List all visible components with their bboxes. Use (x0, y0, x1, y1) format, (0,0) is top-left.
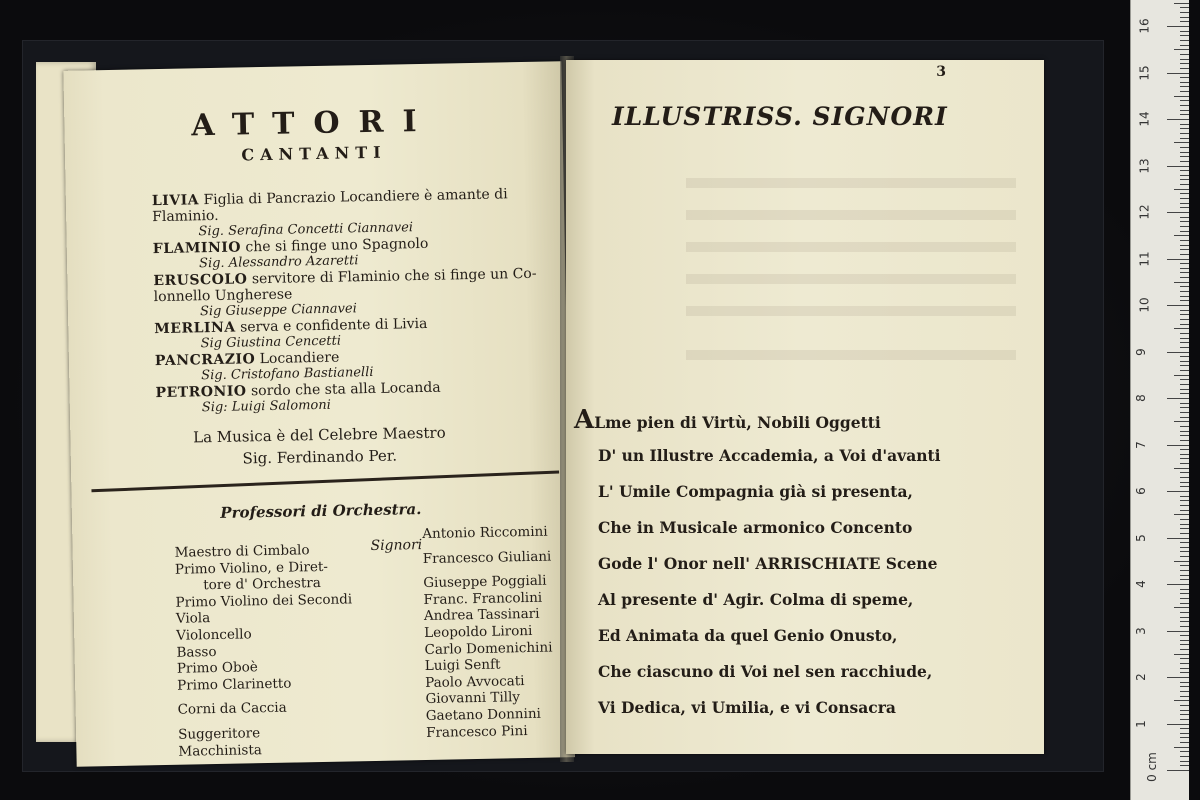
ruler-tick (1180, 644, 1189, 645)
ruler-tick (1180, 198, 1189, 199)
role-description: sordo che sta alla Locanda (246, 379, 441, 400)
ruler-tick (1180, 128, 1189, 129)
ruler-tick (1180, 277, 1189, 278)
player-name: Carlo Domenichini (424, 639, 553, 658)
signori-label: Signori (370, 537, 423, 555)
dedication-poem (574, 402, 1034, 726)
ruler-tick (1180, 686, 1189, 687)
ruler-tick (1180, 486, 1189, 487)
ruler-tick (1167, 491, 1189, 492)
ruler-tick (1180, 314, 1189, 315)
ruler-tick (1180, 742, 1189, 743)
ruler-tick (1180, 440, 1189, 441)
ruler-tick (1180, 542, 1189, 543)
poem-line: Che ciascuno di Voi nel sen racchiude, (598, 662, 933, 681)
player-name: Andrea Tassinari (423, 606, 540, 625)
instrument-item: Corni da Caccia (177, 700, 287, 719)
ruler-tick (1180, 626, 1189, 627)
cast-list (152, 185, 576, 417)
section-divider (91, 471, 559, 493)
ruler-tick (1174, 700, 1189, 701)
ruler-tick (1174, 561, 1189, 562)
ruler-tick (1180, 407, 1189, 408)
ruler-tick (1174, 607, 1189, 608)
singer-name: Sig Giustina Cencetti (200, 333, 342, 352)
role-description-continued: Flaminio. (152, 207, 219, 226)
role-description: che si finge uno Spagnolo (240, 235, 429, 256)
ruler-tick (1180, 714, 1189, 715)
ruler-tick (1180, 184, 1189, 185)
ruler-number: 3 (1133, 626, 1148, 635)
ruler-tick (1180, 91, 1189, 92)
ruler-tick (1180, 12, 1189, 13)
role-description: Figlia di Pancrazio Locandiere è amante di (198, 186, 508, 209)
measurement-ruler (1130, 0, 1189, 800)
ruler-tick (1180, 147, 1189, 148)
ruler-tick (1180, 435, 1189, 436)
ruler-tick (1167, 259, 1189, 260)
ruler-tick (1180, 431, 1189, 432)
ruler-tick (1180, 505, 1189, 506)
ruler-tick (1180, 361, 1189, 362)
player-name: Giuseppe Poggiali (423, 572, 547, 592)
instrument-item: Suggeritore (177, 725, 261, 743)
ruler-number: 15 (1137, 64, 1152, 81)
ruler-tick (1180, 124, 1189, 125)
ruler-tick (1180, 756, 1189, 757)
instrument-item: tore d' Orchestra (203, 575, 321, 594)
ruler-tick (1180, 342, 1189, 343)
singer-name: Sig. Alessandro Azaretti (198, 253, 359, 272)
ruler-tick (1180, 672, 1189, 673)
ruler-tick (1180, 240, 1189, 241)
ruler-number: 8 (1133, 394, 1148, 402)
ruler-tick (1180, 254, 1189, 255)
cast-entry (155, 377, 576, 417)
ruler-tick (1180, 412, 1189, 413)
ruler-tick (1180, 524, 1189, 525)
page-title: ATTORI (190, 103, 436, 144)
ruler-tick (1180, 170, 1189, 171)
ruler-tick (1167, 398, 1189, 399)
ruler-tick (1180, 356, 1189, 357)
ruler-tick (1174, 654, 1189, 655)
ruler-tick (1174, 3, 1189, 4)
ruler-tick (1180, 500, 1189, 501)
ruler-tick (1180, 133, 1189, 134)
show-through-text (686, 242, 1016, 252)
ruler-tick (1180, 733, 1189, 734)
ruler-tick (1167, 584, 1189, 585)
ruler-tick (1180, 54, 1189, 55)
ruler-tick (1180, 40, 1189, 41)
ruler-number: 6 (1133, 487, 1148, 495)
ruler-tick (1180, 640, 1189, 641)
ruler-tick (1180, 365, 1189, 366)
role-description-continued: lonnello Ungherese (153, 286, 293, 306)
ruler-tick (1180, 449, 1189, 450)
ruler-tick (1174, 282, 1189, 283)
ruler-tick (1180, 86, 1189, 87)
ruler-tick (1180, 221, 1189, 222)
ruler-tick (1180, 728, 1189, 729)
ruler-number: 12 (1137, 204, 1152, 220)
show-through-text (686, 178, 1016, 188)
ruler-tick (1180, 556, 1189, 557)
page-subtitle: CANTANTI (241, 142, 387, 165)
ruler-tick (1180, 226, 1189, 227)
ruler-tick (1180, 575, 1189, 576)
ruler-tick (1180, 207, 1189, 208)
poem-line: Ed Animata da quel Genio Onusto, (598, 626, 898, 645)
ruler-tick (1167, 212, 1189, 213)
ruler-tick (1180, 393, 1189, 394)
ruler-tick (1180, 263, 1189, 264)
page-number: 3 (936, 64, 946, 80)
ruler-tick (1180, 179, 1189, 180)
ruler-tick (1180, 705, 1189, 706)
ruler-tick (1174, 328, 1189, 329)
ruler-tick (1180, 458, 1189, 459)
player-name: Paolo Avvocati (425, 672, 525, 691)
poem-line (574, 402, 1034, 438)
ruler-tick (1180, 175, 1189, 176)
instrument-list (174, 541, 388, 760)
ruler-tick (1180, 403, 1189, 404)
ruler-number: 16 (1137, 18, 1152, 34)
ruler-tick (1167, 352, 1189, 353)
ruler-tick (1180, 152, 1189, 153)
orchestra-heading: Professori di Orchestra. (220, 500, 422, 522)
ruler-tick (1180, 533, 1189, 534)
ruler-tick (1167, 631, 1189, 632)
role-name: FLAMINIO (152, 239, 242, 258)
ruler-number: 7 (1133, 440, 1148, 449)
ruler-tick (1180, 579, 1189, 580)
ruler-tick (1180, 379, 1189, 380)
ruler-tick (1180, 231, 1189, 232)
role-name: MERLINA (154, 319, 236, 338)
left-page (63, 61, 574, 766)
right-page (566, 60, 1044, 754)
ruler-tick (1180, 696, 1189, 697)
ruler-tick (1180, 291, 1189, 292)
singer-name: Sig. Serafina Concetti Ciannavei (198, 220, 414, 240)
cast-entry (152, 185, 573, 241)
ruler-tick (1180, 31, 1189, 32)
ruler-tick (1174, 468, 1189, 469)
ruler-tick (1180, 310, 1189, 311)
ruler-tick (1180, 691, 1189, 692)
ruler-number: 5 (1133, 533, 1148, 542)
ruler-tick (1180, 663, 1189, 664)
player-name: Giovanni Tilly (425, 689, 521, 708)
player-name: Luigi Senft (424, 656, 501, 675)
ruler-tick (1180, 589, 1189, 590)
ruler-tick (1167, 26, 1189, 27)
ruler-tick (1180, 603, 1189, 604)
instrument-item: Primo Clarinetto (177, 675, 292, 694)
drop-cap: A (574, 405, 595, 435)
poem-line: L' Umile Compagnia già si presenta, (598, 482, 913, 501)
ruler-tick (1180, 249, 1189, 250)
ruler-tick (1180, 547, 1189, 548)
ruler-tick (1180, 296, 1189, 297)
player-name: Antonio Riccomini (422, 523, 548, 543)
ruler-tick (1180, 59, 1189, 60)
ruler-tick (1167, 677, 1189, 678)
ruler-tick (1167, 538, 1189, 539)
ruler-tick (1180, 635, 1189, 636)
ruler-tick (1180, 82, 1189, 83)
ruler-tick (1180, 105, 1189, 106)
singer-name: Sig: Luigi Salomoni (201, 397, 331, 416)
ruler-tick (1180, 68, 1189, 69)
instrument-item: Basso (176, 643, 217, 661)
ruler-tick (1174, 375, 1189, 376)
player-name: Francesco Giuliani (422, 548, 552, 567)
instrument-item: Viola (175, 610, 211, 628)
instrument-item: Maestro di Cimbalo (174, 542, 310, 561)
show-through-text (686, 350, 1016, 360)
ruler-tick (1180, 426, 1189, 427)
ruler-tick (1180, 114, 1189, 115)
ruler-tick (1180, 649, 1189, 650)
show-through-text (686, 210, 1016, 220)
ruler-tick (1180, 593, 1189, 594)
ruler-tick (1174, 49, 1189, 50)
role-name: PETRONIO (155, 383, 247, 402)
player-name: Gaetano Donnini (425, 705, 542, 724)
ruler-tick (1180, 510, 1189, 511)
ruler-tick (1180, 710, 1189, 711)
instrument-item: Macchinista (178, 741, 263, 760)
ruler-tick (1180, 598, 1189, 599)
ruler-tick (1180, 737, 1189, 738)
poem-line: D' un Illustre Accademia, a Voi d'avanti (598, 446, 941, 465)
ruler-tick (1180, 203, 1189, 204)
ruler-tick (1180, 268, 1189, 269)
ruler-tick (1180, 45, 1189, 46)
instrument-item: Primo Oboè (176, 659, 258, 677)
ruler-tick (1180, 21, 1189, 22)
ruler-tick (1180, 519, 1189, 520)
show-through-text (686, 306, 1016, 316)
ruler-tick (1180, 528, 1189, 529)
composer-name: Sig. Ferdinando Per. (242, 446, 398, 468)
ruler-tick (1167, 724, 1189, 725)
ruler-tick (1180, 551, 1189, 552)
ruler-tick (1167, 119, 1189, 120)
ruler-tick (1180, 761, 1189, 762)
composer-credit-line: La Musica è del Celebre Maestro (192, 423, 446, 447)
ruler-tick (1174, 189, 1189, 190)
ruler-tick (1180, 765, 1189, 766)
ruler-tick (1174, 96, 1189, 97)
ruler-tick (1180, 138, 1189, 139)
instrument-item: Primo Violino dei Secondi (175, 591, 353, 611)
role-name: PANCRAZIO (154, 351, 256, 370)
ruler-tick (1180, 477, 1189, 478)
ruler-tick (1180, 300, 1189, 301)
ruler-tick (1167, 445, 1189, 446)
role-description: servitore di Flaminio che si finge un Co- (247, 265, 537, 288)
ruler-tick (1180, 7, 1189, 8)
ruler-tick (1180, 110, 1189, 111)
ruler-tick (1180, 324, 1189, 325)
ruler-tick (1174, 142, 1189, 143)
ruler-tick (1180, 100, 1189, 101)
player-name: Franc. Francolini (423, 589, 543, 608)
poem-line: Vi Dedica, vi Umilia, e vi Consacra (598, 698, 896, 717)
ruler-tick (1180, 565, 1189, 566)
role-name: LIVIA (151, 192, 200, 210)
ruler-tick (1180, 338, 1189, 339)
ruler-tick (1180, 333, 1189, 334)
instrument-item: Violoncello (176, 626, 252, 644)
ruler-tick (1167, 73, 1189, 74)
ruler-tick (1180, 77, 1189, 78)
ruler-tick (1180, 621, 1189, 622)
cast-entry (153, 265, 574, 321)
ruler-tick (1180, 454, 1189, 455)
ruler-tick (1180, 496, 1189, 497)
ruler-tick (1180, 472, 1189, 473)
ruler-tick (1180, 63, 1189, 64)
ruler-tick (1180, 612, 1189, 613)
ruler-tick (1180, 482, 1189, 483)
singer-name: Sig. Cristofano Bastianelli (201, 364, 374, 384)
ruler-number: 4 (1133, 580, 1148, 588)
ruler-tick (1180, 156, 1189, 157)
ruler-number: 11 (1137, 250, 1152, 267)
ruler-number: 1 (1133, 719, 1148, 728)
ruler-tick (1174, 235, 1189, 236)
role-description: Locandiere (255, 349, 340, 368)
player-name: Leopoldo Lironi (424, 622, 533, 641)
poem-line-text: Lme pien di Virtù, Nobili Oggetti (594, 413, 881, 432)
singer-name: Sig Giuseppe Ciannavei (199, 301, 357, 320)
ruler-tick (1180, 751, 1189, 752)
ruler-tick (1180, 682, 1189, 683)
poem-line: Che in Musicale armonico Concento (598, 518, 913, 537)
player-name: Francesco Pini (425, 722, 528, 741)
poem-line: Gode l' Onor nell' ARRISCHIATE Scene (598, 554, 938, 573)
ruler-number: 2 (1133, 673, 1148, 681)
ruler-tick (1180, 193, 1189, 194)
ruler-number: 14 (1137, 111, 1152, 127)
ruler-tick (1180, 319, 1189, 320)
ruler-tick (1180, 347, 1189, 348)
ruler-tick (1174, 747, 1189, 748)
ruler-tick (1180, 719, 1189, 720)
ruler-tick (1180, 384, 1189, 385)
ruler-tick (1180, 668, 1189, 669)
ruler-tick (1167, 770, 1189, 771)
ruler-tick (1180, 272, 1189, 273)
ruler-tick (1180, 658, 1189, 659)
instrument-item: Primo Violino, e Diret- (174, 558, 329, 578)
ruler-tick (1174, 514, 1189, 515)
ruler-tick (1180, 245, 1189, 246)
show-through-text (686, 274, 1016, 284)
ruler-number: 13 (1137, 157, 1152, 174)
ruler-tick (1180, 617, 1189, 618)
ruler-tick (1180, 217, 1189, 218)
role-name: ERUSCOLO (153, 271, 248, 290)
ruler-tick (1180, 370, 1189, 371)
poem-line: Al presente d' Agir. Colma di speme, (598, 590, 914, 609)
role-description: serva e confidente di Livia (235, 315, 428, 336)
ruler-tick (1180, 389, 1189, 390)
ruler-unit-label: 0 cm (1144, 752, 1159, 782)
ruler-tick (1167, 166, 1189, 167)
ruler-number: 10 (1137, 297, 1152, 313)
ruler-tick (1180, 417, 1189, 418)
ruler-tick (1180, 463, 1189, 464)
ruler-tick (1180, 570, 1189, 571)
ruler-tick (1180, 286, 1189, 287)
ruler-number: 9 (1133, 347, 1148, 356)
composer-credit (70, 419, 569, 473)
ruler-tick (1180, 161, 1189, 162)
ruler-tick (1180, 17, 1189, 18)
ruler-tick (1174, 421, 1189, 422)
dedication-heading: ILLUSTRISS. SIGNORI (612, 102, 948, 131)
ruler-tick (1167, 305, 1189, 306)
ruler-tick (1180, 35, 1189, 36)
